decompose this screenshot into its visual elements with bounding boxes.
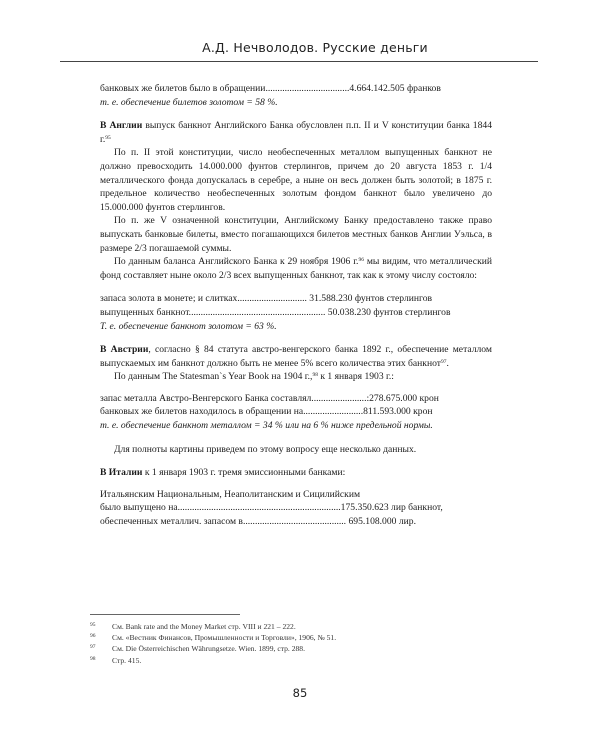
text-line: т. е. обеспечение билетов золотом = 58 %. bbox=[100, 96, 278, 108]
paragraph-england: В Англии выпуск банкнот Английского Банка обусловлен п.п. II и V конституции банка 1844 г.$^{95}$ bbox=[100, 120, 492, 145]
country-heading: В Италии bbox=[100, 467, 143, 479]
paragraph: По данным баланса Английского Банка к 29 ноября 1906 г.$^{96}$ мы видим, что металлический фонд составляет ныне около 2/3 всех выпущенных банкнот, так как к этому числу состояло: bbox=[100, 256, 492, 281]
text-line: Т. е. обеспечение банкнот золотом = 63 %. bbox=[100, 320, 277, 332]
page-number: 85 bbox=[292, 686, 308, 700]
text-line: банковых же билетов находилось в обращении на.........................811.593.000 крон bbox=[100, 406, 433, 418]
text-line: Итальянским Национальным, Неаполитанским и Сицилийским bbox=[100, 488, 361, 500]
footnote: 96 См. «Вестник Финансов, Промышленности и Торговли», 1906, № 51. bbox=[90, 633, 337, 643]
text-line: выпущенных банкнот......................................................... 50.038.230 фунтов стерлингов bbox=[100, 306, 451, 318]
country-heading: В Австрии bbox=[100, 344, 149, 356]
text-line: запаса золота в монете; и слитках............................. 31.588.230 фунтов стерлингов bbox=[100, 293, 433, 305]
page-body bbox=[100, 82, 492, 529]
text-line: банковых же билетов было в обращении...................................4.664.142.505 франков bbox=[100, 83, 441, 94]
header-rule bbox=[60, 61, 538, 62]
paragraph: По данным The Statesman`s Year Book на 1904 г.,$^{98}$ к 1 января 1903 г.: bbox=[114, 371, 394, 383]
running-header: А.Д. Нечволодов. Русские деньги bbox=[202, 40, 428, 55]
paragraph-italy: В Италии к 1 января 1903 г. тремя эмиссионными банками: bbox=[100, 467, 346, 479]
text-line: обеспеченных металлич. запасом в........................................... 695.108.000 лир. bbox=[100, 516, 416, 528]
country-heading: В Англии bbox=[100, 120, 143, 132]
paragraph: Для полноты картины приведем по этому вопросу еще несколько данных. bbox=[114, 443, 417, 455]
paragraph-austria: В Австрии, согласно § 84 статута австро-венгерского банка 1892 г., обеспечение металлом выпускаемых им банкнот должно быть не менее 5% всего количества этих банкнот$^{97}$. bbox=[100, 344, 492, 369]
footnote: 97 См. Die Österreichischen Währungsetze. Wien. 1899, стр. 288. bbox=[90, 644, 305, 654]
text-line: т. е. обеспечение банкнот металлом = 34 % или на 6 % ниже предельной нормы. bbox=[100, 420, 433, 432]
footnote: 95 См. Bank rate and the Money Market стр. VIII и 221 – 222. bbox=[90, 622, 296, 631]
footnotes bbox=[90, 621, 492, 666]
text-line: запас металла Австро-Венгерского Банка составлял.......................:278.675.000 крон bbox=[100, 392, 439, 404]
text-line: было выпущено на....................................................................175.350.623 лир банкнот, bbox=[100, 502, 443, 514]
paragraph: По п. II этой конституции, число необеспеченных металлом выпущенных банкнот не должно превосходить 14.000.000 фунтов стерлингов, причем до 20 августа 1853 г. 1/4 металлического фонда допускалась в серебре, а ныне он весь должен быть золотой; в 1875 г. предельное количество необеспеченных золотым фондом банкнот было увеличено до 15.000.000 фунтов стерлингов. bbox=[100, 147, 492, 213]
footnote-rule bbox=[90, 614, 240, 615]
footnote: 98 Стр. 415. bbox=[90, 655, 142, 665]
paragraph: По п. же V означенной конституции, Английскому Банку предоставлено также право выпускать банковые билеты, вместо погашающихся билетов местных банков Англии Уэльса, в размере 2/3 погашаемой суммы. bbox=[100, 215, 492, 254]
